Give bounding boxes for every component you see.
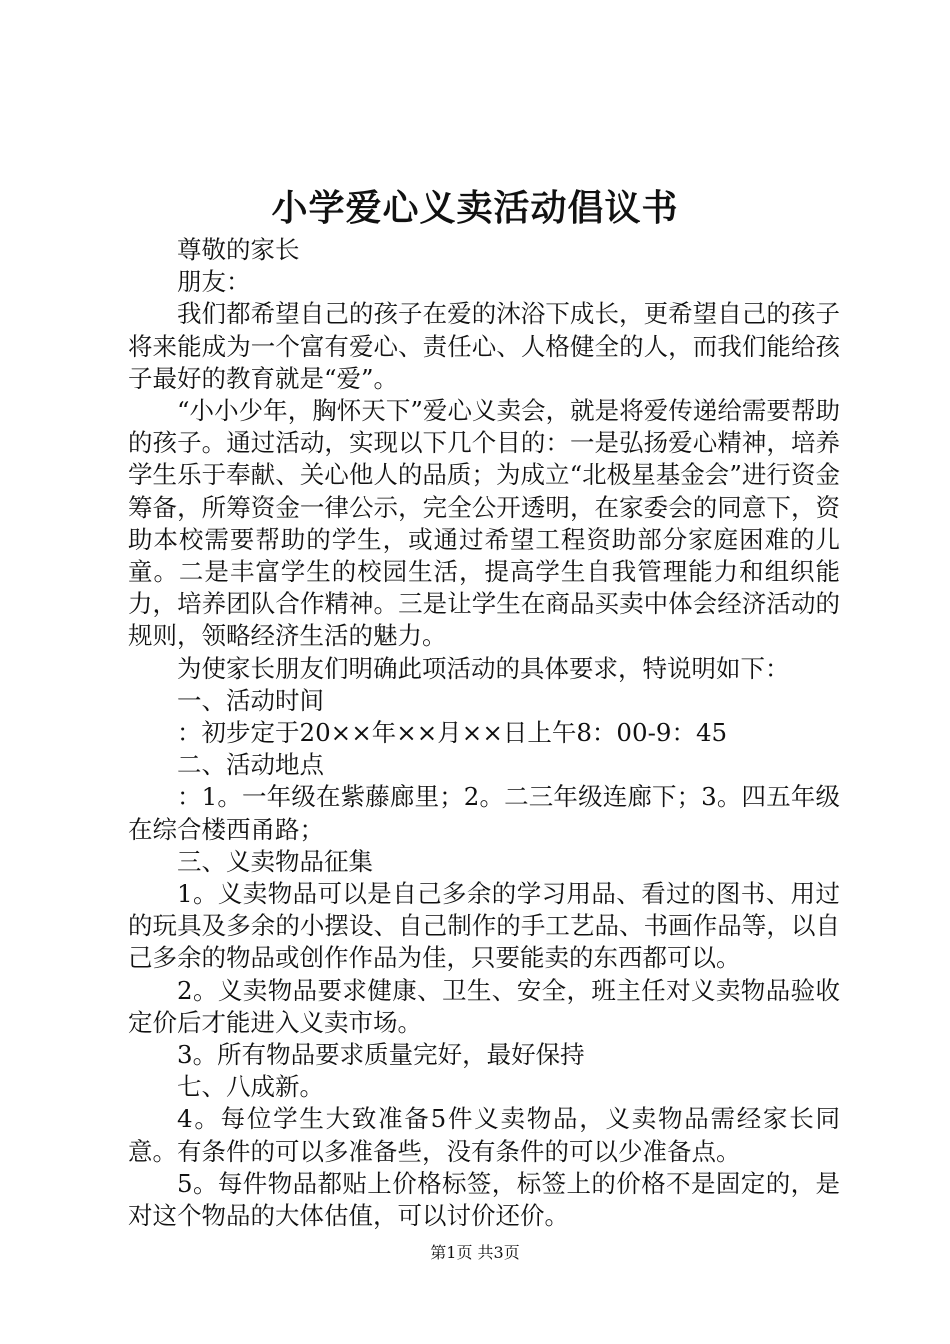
list-item-2: 2。义卖物品要求健康、卫生、安全，班主任对义卖物品验收定价后才能进入义卖市场。 xyxy=(128,975,840,1037)
paragraph-requirements-lead: 为使家长朋友们明确此项活动的具体要求，特说明如下： xyxy=(177,653,790,683)
salutation-line-2: 朋友： xyxy=(177,267,251,297)
section-content-time: ：初步定于20××年××月××日上午8：00-9：45 xyxy=(177,718,728,748)
page-number: 第1页 共3页 xyxy=(430,1243,520,1262)
section-content-location: ：1。一年级在紫藤廊里；2。二三年级连廊下；3。四五年级在综合楼西甬路； xyxy=(128,782,840,844)
list-item-5: 5。每件物品都贴上价格标签，标签上的价格不是固定的，是对这个物品的大体估值，可以讨价还价。 xyxy=(128,1168,840,1231)
list-item-4: 4。每位学生大致准备5件义卖物品，义卖物品需经家长同意。有条件的可以多准备些，没有条件的可以少准备点。 xyxy=(128,1104,840,1166)
list-item-3-continued: 七、八成新。 xyxy=(177,1072,324,1102)
section-heading-location: 二、活动地点 xyxy=(177,750,324,780)
section-heading-time: 一、活动时间 xyxy=(177,685,324,715)
document-body xyxy=(128,234,840,1232)
salutation-line-1: 尊敬的家长 xyxy=(177,235,300,264)
paragraph-purpose: “小小少年，胸怀天下”爱心义卖会，就是将爱传递给需要帮助的孩子。通过活动，实现以下几个目的：一是弘扬爱心精神，培养学生乐于奉献、关心他人的品质；为成立“北极星基金会”进行资金筹备，所筹资金一律公示，完全公开透明，在家委会的同意下，资助本校需要帮助的学生，或通过希望工程资助部分家庭困难的儿童。二是丰富学生的校园生活，提高学生自我管理能力和组织能力，培养团队合作精神。三是让学生在商品买卖中体会经济活动的规则，领略经济生活的魅力。 xyxy=(128,396,840,651)
list-item-3: 3。所有物品要求质量完好，最好保持 xyxy=(177,1040,585,1070)
paragraph-intro: 我们都希望自己的孩子在爱的沐浴下成长，更希望自己的孩子将来能成为一个富有爱心、责任心、人格健全的人，而我们能给孩子最好的教育就是“爱”。 xyxy=(128,299,840,393)
list-item-1: 1。义卖物品可以是自己多余的学习用品、看过的图书、用过的玩具及多余的小摆设、自己制作的手工艺品、书画作品等，以自己多余的物品或创作作品为佳，只要能卖的东西都可以。 xyxy=(128,879,840,973)
document-title: 小学爱心义卖活动倡议书 xyxy=(271,187,679,229)
section-heading-items: 三、义卖物品征集 xyxy=(177,846,373,876)
